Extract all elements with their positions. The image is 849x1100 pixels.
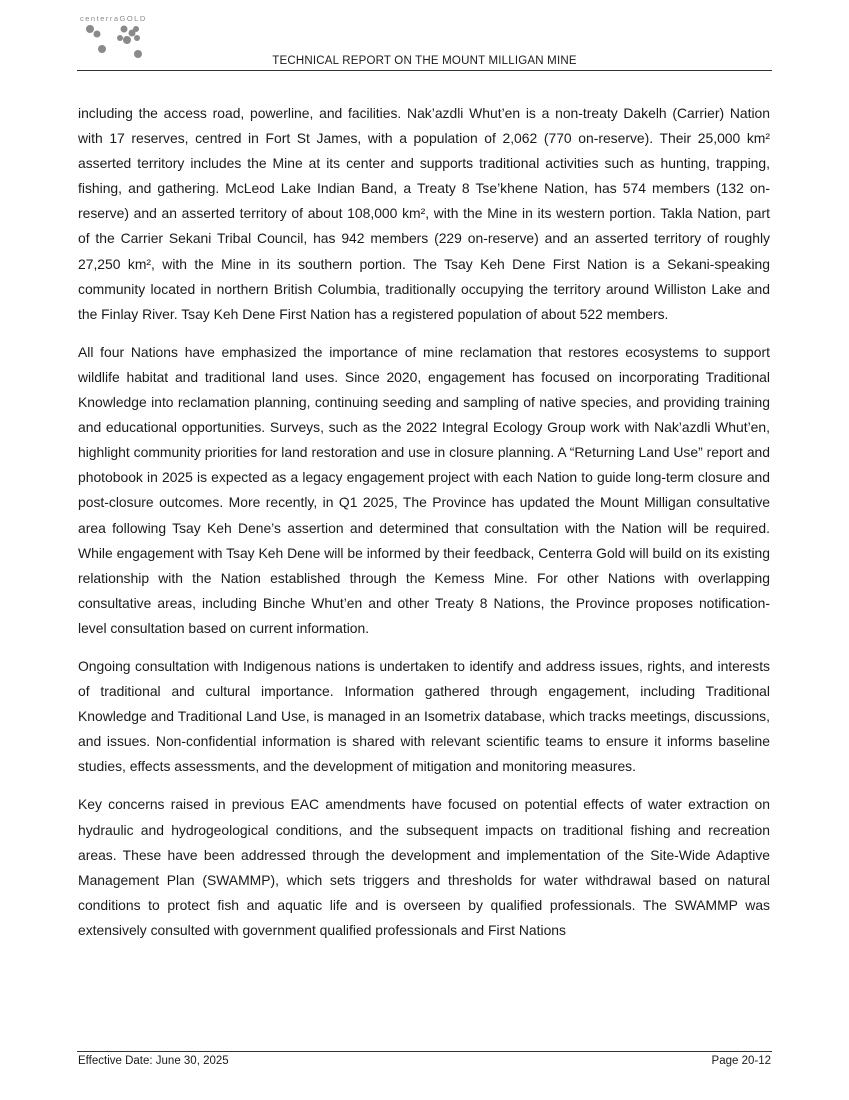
logo-wordmark: centerraGOLD [80, 14, 147, 23]
report-header-title: TECHNICAL REPORT ON THE MOUNT MILLIGAN MINE [272, 55, 577, 67]
page-number: Page 20-12 [711, 1055, 771, 1067]
header-rule [77, 70, 772, 71]
effective-date: Effective Date: June 30, 2025 [78, 1055, 229, 1067]
report-body [78, 101, 770, 956]
footer-rule [77, 1051, 772, 1052]
paragraph: Ongoing consultation with Indigenous nations is undertaken to identify and address issues, rights, and interests of traditional and cultural importance. Information gathered through engagement, including Traditional Knowledge and Traditional Land Use, is managed in an Isometrix database, which tracks meetings, discussions, and issues. Non-confidential information is shared with relevant scientific teams to ensure it informs baseline studies, effects assessments, and the development of mitigation and monitoring measures. [78, 657, 770, 775]
paragraph: including the access road, powerline, and facilities. Nak’azdli Whut’en is a non-treaty Dakelh (Carrier) Nation with 17 reserves, centred in Fort St James, with a population of 2,062 (770 on-reserve). Their 25,000 km² asserted territory includes the Mine at its center and supports traditional activities such as hunting, trapping, fishing, and gathering. McLeod Lake Indian Band, a Treaty 8 Tse’khene Nation, has 574 members (132 on-reserve) and an asserted territory of about 108,000 km², with the Mine in its western portion. Takla Nation, part of the Carrier Sekani Tribal Council, has 942 members (229 on-reserve) and an asserted territory of roughly 27,250 km², with the Mine in its southern portion. The Tsay Keh Dene First Nation is a Sekani-speaking community located in northern British Columbia, traditionally occupying the territory around Williston Lake and the Finlay River. Tsay Keh Dene First Nation has a registered population of about 522 members. [78, 105, 770, 322]
paragraph: All four Nations have emphasized the importance of mine reclamation that restores ecosystems to support wildlife habitat and traditional land uses. Since 2020, engagement has focused on incorporating Traditional Knowledge into reclamation planning, continuing seeding and sampling of native species, and providing training and educational opportunities. Surveys, such as the 2022 Integral Ecology Group work with Nak’azdli Whut’en, highlight community priorities for land restoration and use in closure planning. A “Returning Land Use” report and photobook in 2025 is expected as a legacy engagement project with each Nation to guide long-term closure and post-closure outcomes. More recently, in Q1 2025, The Province has updated the Mount Milligan consultative area following Tsay Keh Dene’s assertion and determined that consultation with the Nation will be required. While engagement with Tsay Keh Dene will be informed by their feedback, Centerra Gold will build on its existing relationship with the Nation established through the Kemess Mine. For other Nations with overlapping consultative areas, including Binche Whut’en and other Treaty 8 Nations, the Province proposes notification-level consultation based on current information. [78, 343, 770, 636]
paragraph: Key concerns raised in previous EAC amendments have focused on potential effects of water extraction on hydraulic and hydrogeological conditions, and the subsequent impacts on traditional fishing and recreation areas. These have been addressed through the development and implementation of the Site-Wide Adaptive Management Plan (SWAMMP), which sets triggers and thresholds for water withdrawal based on natural conditions to protect fish and aquatic life and is overseen by qualified professionals. The SWAMMP was extensively consulted with government qualified professionals and First Nations [78, 796, 770, 938]
